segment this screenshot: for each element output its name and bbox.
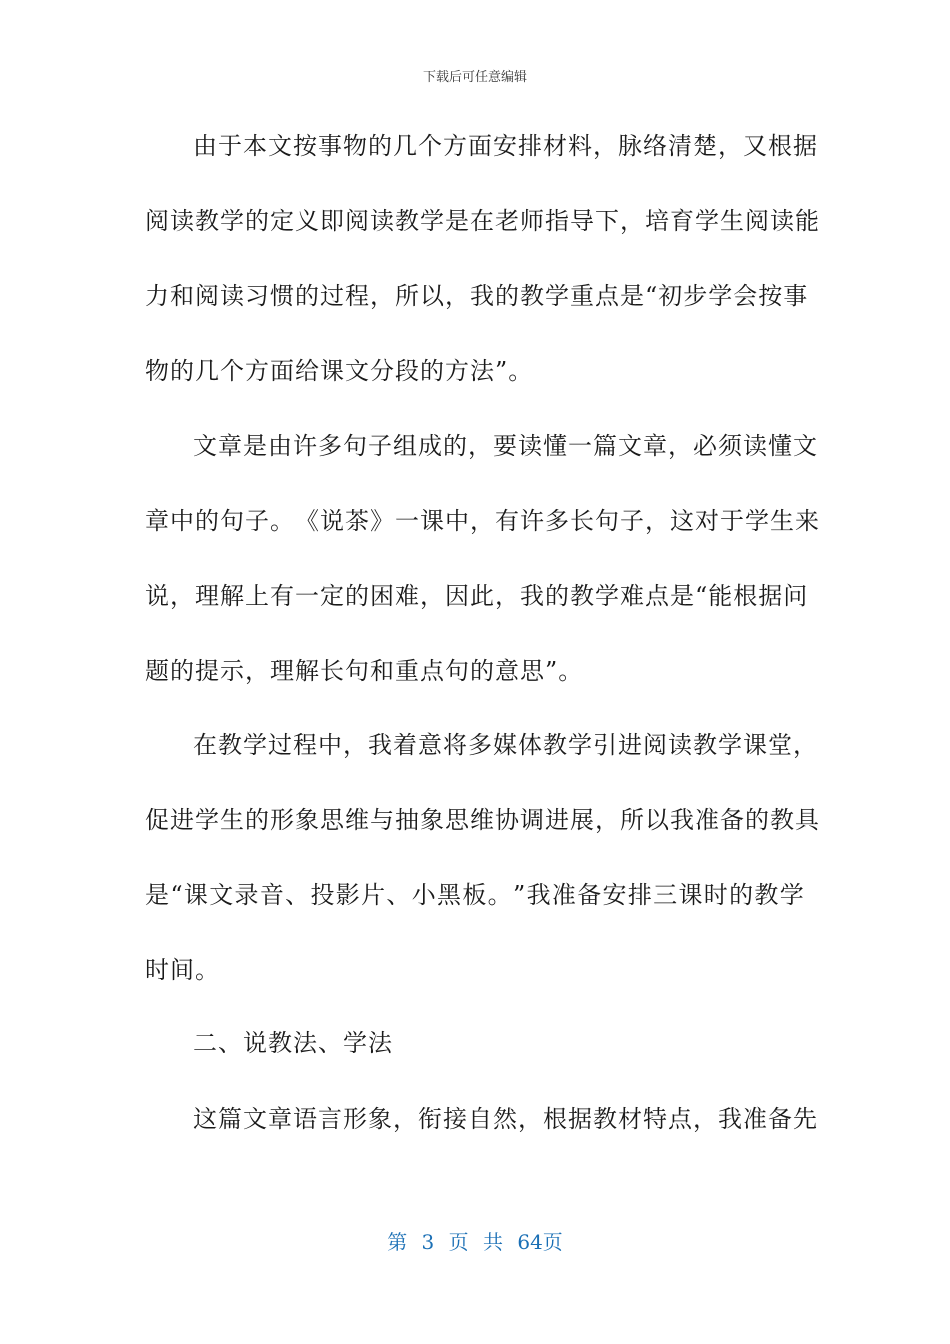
paragraph-3-line-2: 促 进 学 生 的 形 象 思 维 与 抽 象 思 维 协 调 进 展 ， 所 以 我 准 备 的 教 具 <box>145 806 820 834</box>
paragraph-2-line-3: 说 ， 理 解 上 有 一 定 的 困 难 ， 因 此 ， 我 的 教 学 难 点 是 “ 能 根 据 问 <box>145 582 809 610</box>
page-footer: 第 3 页 共 64页 <box>387 1230 563 1254</box>
paragraph-3-line-1: 在 教 学 过 程 中 ， 我 着 意 将 多 媒 体 教 学 引 进 阅 读 教 学 课 堂 ， <box>193 731 818 759</box>
paragraph-2-line-2: 章 中 的 句 子 。 《 说 茶 》 一 课 中 ， 有 许 多 长 句 子 ， 这 对 于 学 生 来 <box>145 507 820 535</box>
paragraph-2-line-1: 文 章 是 由 许 多 句 子 组 成 的 ， 要 读 懂 一 篇 文 章 ， 必 须 读 懂 文 <box>193 432 818 460</box>
paragraph-2-line-4: 题的提示，理解长句和重点句的意思”。 <box>145 657 584 685</box>
paragraph-3-line-3: 是 “ 课 文 录 音 、 投 影 片 、 小 黑 板 。 ” 我 准 备 安 排 三 课 时 的 教 学 <box>145 881 805 909</box>
section-heading: 二、说教法、学法 <box>193 1029 393 1057</box>
paragraph-3-line-4: 时间。 <box>145 956 220 984</box>
paragraph-1-line-2: 阅 读 教 学 的 定 义 即 阅 读 教 学 是 在 老 师 指 导 下 ， 培 育 学 生 阅 读 能 <box>145 207 820 235</box>
paragraph-1-line-4: 物的几个方面给课文分段的方法”。 <box>145 357 534 385</box>
paragraph-5-line-1: 这 篇 文 章 语 言 形 象 ， 衔 接 自 然 ， 根 据 教 材 特 点 ， 我 准 备 先 <box>193 1105 818 1133</box>
paragraph-1-line-3: 力 和 阅 读 习 惯 的 过 程 ， 所 以 ， 我 的 教 学 重 点 是 “ 初 步 学 会 按 事 <box>145 282 809 310</box>
paragraph-1-line-1: 由 于 本 文 按 事 物 的 几 个 方 面 安 排 材 料 ， 脉 络 清 楚 ， 又 根 据 <box>193 132 818 160</box>
page-header: 下载后可任意编辑 <box>422 70 527 85</box>
